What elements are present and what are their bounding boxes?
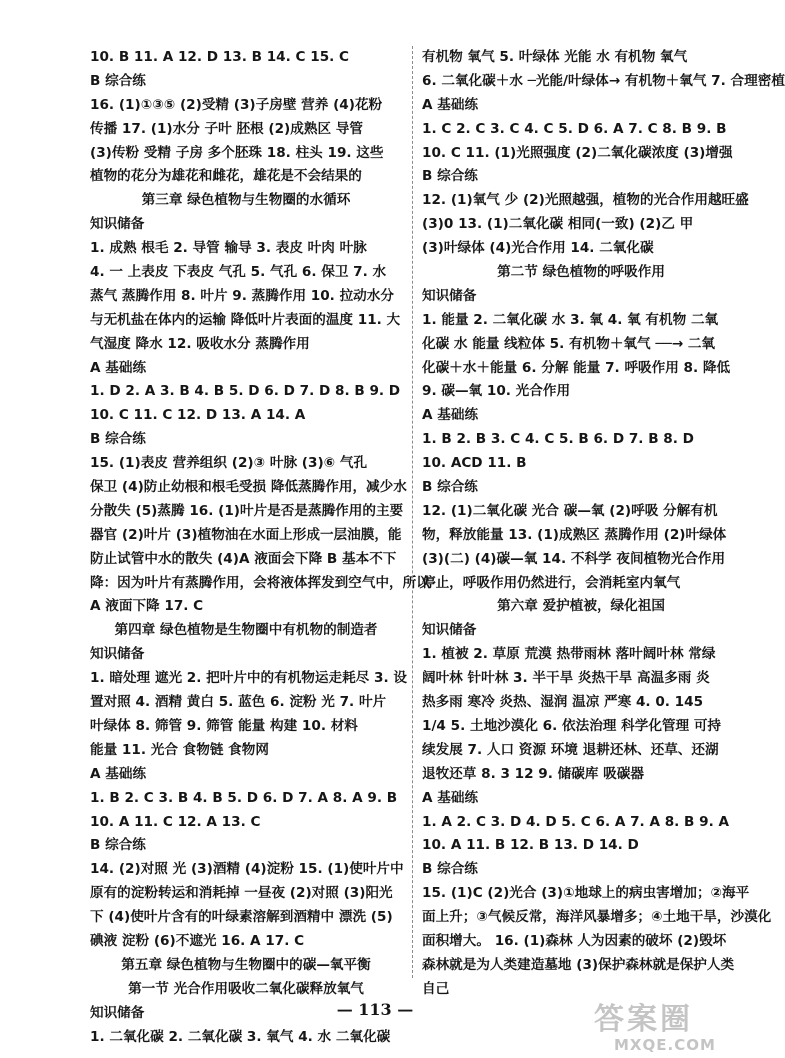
answer-line: 1. B 2. B 3. C 4. C 5. B 6. D 7. B 8. D	[422, 431, 694, 448]
answer-line: (3)叶绿体 (4)光合作用 14. 二氧化碳	[422, 240, 654, 257]
answer-line: 1. D 2. A 3. B 4. B 5. D 6. D 7. D 8. B 9. D	[90, 383, 401, 400]
answer-line: 10. ACD 11. B	[422, 455, 527, 472]
answer-line: A 基础练	[422, 407, 479, 424]
answer-line: 9. 碳—氧 10. 光合作用	[422, 383, 571, 400]
answer-line: 1. 暗处理 遮光 2. 把叶片中的有机物运走耗尽 3. 设	[90, 670, 407, 687]
answer-line: A 液面下降 17. C	[90, 598, 204, 615]
answer-line: 有机物 氧气 5. 叶绿体 光能 水 有机物 氧气	[422, 49, 688, 65]
answer-line: 1. A 2. C 3. D 4. D 5. C 6. A 7. A 8. B 9. A	[422, 813, 730, 830]
answer-line: B 综合练	[422, 861, 478, 878]
section-heading: 第一节 光合作用吸收二氧化碳释放氧气	[128, 980, 364, 997]
answer-line: 1. 能量 2. 二氧化碳 水 3. 氧 4. 氧 有机物 二氧	[422, 311, 719, 328]
answer-line: 1. 植被 2. 草原 荒漠 热带雨林 落叶阔叶林 常绿	[422, 646, 716, 663]
answer-line: 森林就是为人类建造墓地 (3)保护森林就是保护人类	[422, 956, 735, 973]
answer-line: 叶绿体 8. 筛管 9. 筛管 能量 构建 10. 材料	[90, 717, 358, 734]
answer-line: 12. (1)氧气 少 (2)光照越强，植物的光合作用越旺盛	[422, 192, 749, 209]
section-heading: 第五章 绿色植物与生物圈中的碳—氧平衡	[121, 956, 371, 973]
answer-line: B 综合练	[422, 168, 478, 185]
page-number: — 113 —	[336, 1000, 414, 1019]
answer-line: 气湿度 降水 12. 吸收水分 蒸腾作用	[90, 335, 310, 352]
answer-line: 保卫 (4)防止幼根和根毛受损 降低蒸腾作用，减少水	[90, 479, 407, 496]
answer-line: 14. (2)对照 光 (3)酒精 (4)淀粉 15. (1)使叶片中	[90, 861, 404, 878]
answer-column-right	[422, 46, 785, 1002]
answer-line: 植物的花分为雄花和雌花，雄花是不会结果的	[90, 168, 362, 185]
answer-line: 面积增大。 16. (1)森林 人为因素的破坏 (2)毁坏	[422, 932, 727, 949]
answer-line: 阔叶林 针叶林 3. 半干旱 炎热干旱 高温多雨 炎	[422, 670, 710, 687]
section-heading: 第二节 绿色植物的呼吸作用	[497, 264, 665, 281]
answer-line: 原有的淀粉转运和消耗掉 一昼夜 (2)对照 (3)阳光	[90, 885, 393, 902]
answer-line: 防止试管中水的散失 (4)A 液面会下降 B 基本不下	[90, 550, 397, 567]
answer-line: A 基础练	[422, 96, 479, 113]
answer-line: 能量 11. 光合 食物链 食物网	[90, 741, 269, 758]
answer-line: 15. (1)C (2)光合 (3)①地球上的病虫害增加；②海平	[422, 885, 750, 902]
answer-line: (3)0 13. (1)二氧化碳 相同(一致) (2)乙 甲	[422, 216, 694, 233]
answer-line: 分散失 (5)蒸腾 16. (1)叶片是否是蒸腾作用的主要	[90, 502, 404, 519]
section-heading: 第三章 绿色植物与生物圈的水循环	[141, 192, 351, 209]
answer-line: 1. B 2. C 3. B 4. B 5. D 6. D 7. A 8. A 9. B	[90, 789, 398, 806]
answer-line: 传播 17. (1)水分 子叶 胚根 (2)成熟区 导管	[90, 120, 363, 137]
answer-line: B 综合练	[90, 431, 146, 448]
answer-line: 器官 (2)叶片 (3)植物油在水面上形成一层油膜，能	[90, 526, 402, 543]
answer-line: 蒸气 蒸腾作用 8. 叶片 9. 蒸腾作用 10. 拉动水分	[90, 287, 394, 304]
answer-line: A 基础练	[422, 789, 479, 806]
answer-line: 4. 一 上表皮 下表皮 气孔 5. 气孔 6. 保卫 7. 水	[90, 264, 387, 281]
answer-line: 1. C 2. C 3. C 4. C 5. D 6. A 7. C 8. B 9. B	[422, 120, 727, 137]
section-heading: 第六章 爱护植被，绿化祖国	[497, 598, 665, 615]
answer-line: 退牧还草 8. 3 12 9. 储碳库 吸碳器	[422, 765, 644, 782]
answer-line: 1/4 5. 土地沙漠化 6. 依法治理 科学化管理 可持	[422, 717, 722, 734]
column-divider	[412, 46, 413, 978]
answer-line: 10. B 11. A 12. D 13. B 14. C 15. C	[90, 49, 350, 65]
answer-line: (3)传粉 受精 子房 多个胚珠 18. 柱头 19. 这些	[90, 144, 384, 161]
answer-line: 知识储备	[90, 1004, 145, 1021]
answer-line: 16. (1)①③⑤ (2)受精 (3)子房壁 营养 (4)花粉	[90, 96, 383, 113]
answer-line: 10. C 11. (1)光照强度 (2)二氧化碳浓度 (3)增强	[422, 144, 733, 161]
watermark-url: MXQE.COM	[614, 1036, 716, 1054]
answer-line: 下 (4)使叶片含有的叶绿素溶解到酒精中 漂洗 (5)	[90, 909, 393, 926]
answer-line: 与无机盐在体内的运输 降低叶片表面的温度 11. 大	[90, 311, 401, 328]
answer-line: 知识储备	[422, 287, 477, 304]
answer-line: 1. 二氧化碳 2. 二氧化碳 3. 氧气 4. 水 二氧化碳	[90, 1028, 391, 1045]
answer-line: 物，释放能量 13. (1)成熟区 蒸腾作用 (2)叶绿体	[422, 526, 727, 543]
answer-line: B 综合练	[422, 479, 478, 496]
answer-column-left	[90, 46, 430, 1049]
answer-line: 知识储备	[422, 622, 477, 639]
answer-line: 碘液 淀粉 (6)不遮光 16. A 17. C	[90, 932, 305, 949]
answer-line: A 基础练	[90, 359, 147, 376]
answer-line: B 综合练	[90, 72, 146, 89]
answer-line: 知识储备	[90, 216, 145, 233]
answer-line: 降：因为叶片有蒸腾作用，会将液体挥发到空气中，所以	[90, 574, 430, 591]
answer-line: 面上升；③气候反常，海洋风暴增多；④土地干旱，沙漠化	[422, 909, 772, 926]
answer-line: 10. C 11. C 12. D 13. A 14. A	[90, 407, 306, 424]
answer-line: 6. 二氧化碳＋水 ─光能/叶绿体→ 有机物＋氧气 7. 合理密植	[422, 72, 785, 89]
answer-line: 化碳 水 能量 线粒体 5. 有机物＋氧气 ──→ 二氧	[422, 335, 716, 352]
answer-line: 10. A 11. B 12. B 13. D 14. D	[422, 837, 639, 854]
answer-line: 15. (1)表皮 营养组织 (2)③ 叶脉 (3)⑥ 气孔	[90, 455, 368, 472]
section-heading: 第四章 绿色植物是生物圈中有机物的制造者	[114, 622, 378, 639]
answer-line: 1. 成熟 根毛 2. 导管 输导 3. 表皮 叶肉 叶脉	[90, 240, 367, 257]
answer-line: 化碳＋水＋能量 6. 分解 能量 7. 呼吸作用 8. 降低	[422, 359, 731, 376]
answer-line: 热多雨 寒冷 炎热、湿润 温凉 严寒 4. 0. 145	[422, 694, 704, 711]
answer-line: 自己	[422, 980, 450, 997]
answer-line: 续发展 7. 人口 资源 环境 退耕还林、还草、还湖	[422, 741, 719, 758]
watermark-logo-text: 答案圈	[594, 1002, 693, 1037]
answer-line: 10. A 11. C 12. A 13. C	[90, 813, 261, 830]
answer-line: 知识储备	[90, 646, 145, 663]
answer-line: 12. (1)二氧化碳 光合 碳—氧 (2)呼吸 分解有机	[422, 502, 718, 519]
site-watermark	[594, 1004, 744, 1058]
answer-line: A 基础练	[90, 765, 147, 782]
answer-line: (3)(二) (4)碳—氧 14. 不科学 夜间植物光合作用	[422, 550, 726, 567]
answer-line: B 综合练	[90, 837, 146, 854]
answer-line: 置对照 4. 酒精 黄白 5. 蓝色 6. 淀粉 光 7. 叶片	[90, 694, 387, 711]
answer-line: 停止，呼吸作用仍然进行，会消耗室内氧气	[422, 574, 681, 591]
